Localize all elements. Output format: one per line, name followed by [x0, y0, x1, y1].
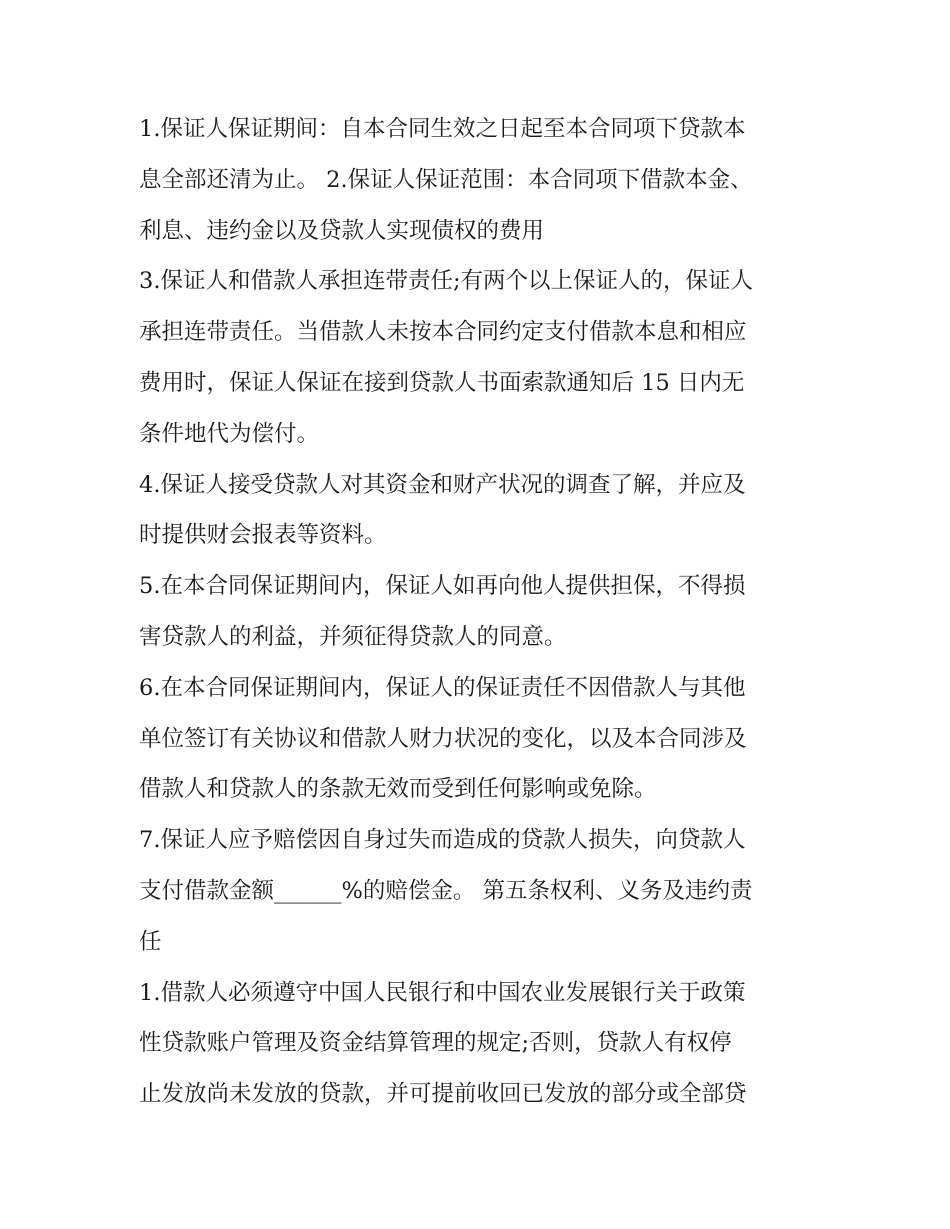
document-body	[139, 104, 819, 1120]
clause-compensation	[139, 815, 819, 967]
text-line: 5.在本合同保证期间内，保证人如再向他人提供担保，不得损	[139, 573, 746, 600]
clause-borrower-obligations	[139, 968, 819, 1120]
text-line: 7.保证人应予赔偿因自身过失而造成的贷款人损失，向贷款人	[139, 827, 746, 854]
text-line: 4.保证人接受贷款人对其资金和财产状况的调查了解，并应及	[139, 471, 746, 498]
clause-liability-not-exempted	[139, 663, 819, 815]
text-line: 借款人和贷款人的条款无效而受到任何影响或免除。	[139, 776, 657, 803]
text-line: 利息、违约金以及贷款人实现债权的费用	[139, 217, 545, 244]
clause-other-guarantees	[139, 561, 819, 663]
clause-financial-review	[139, 460, 819, 562]
text-line: 任	[139, 928, 162, 955]
text-line: 支付借款金额______%的赔偿金。 第五条权利、义务及违约责	[139, 877, 753, 904]
text-line: 息全部还清为止。 2.保证人保证范围：本合同项下借款本金、	[139, 166, 753, 193]
text-line: 止发放尚未发放的贷款，并可提前收回已发放的部分或全部贷	[139, 1081, 747, 1108]
text-line: 6.在本合同保证期间内，保证人的保证责任不因借款人与其他	[139, 674, 746, 701]
text-line: 性贷款账户管理及资金结算管理的规定;否则，贷款人有权停	[139, 1030, 732, 1057]
text-line: 条件地代为偿付。	[139, 420, 320, 447]
clause-guarantee-period-scope	[139, 104, 819, 256]
text-line: 害贷款人的利益，并须征得贷款人的同意。	[139, 623, 567, 650]
text-line: 承担连带责任。当借款人未按本合同约定支付借款本息和相应	[139, 319, 747, 346]
text-line: 费用时，保证人保证在接到贷款人书面索款通知后 15 日内无	[139, 369, 745, 396]
clause-joint-liability	[139, 256, 819, 459]
text-line: 1.借款人必须遵守中国人民银行和中国农业发展银行关于政策	[139, 979, 746, 1006]
text-line: 1.保证人保证期间：自本合同生效之日起至本合同项下贷款本	[139, 116, 746, 142]
text-line: 3.保证人和借款人承担连带责任;有两个以上保证人的，保证人	[139, 268, 754, 295]
text-line: 时提供财会报表等资料。	[139, 522, 387, 549]
text-line: 单位签订有关协议和借款人财力状况的变化，以及本合同涉及	[139, 725, 747, 752]
